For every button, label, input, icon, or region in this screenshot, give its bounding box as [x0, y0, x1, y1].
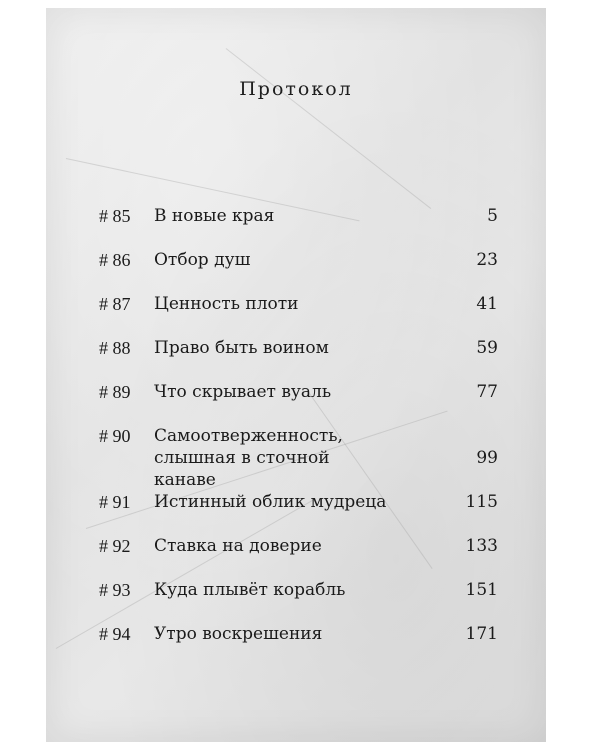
- chapter-title: Отбор душ: [154, 250, 251, 270]
- chapter-title: Право быть воином: [154, 338, 329, 358]
- chapter-number: # 93: [99, 580, 131, 600]
- page-number: 151: [465, 580, 498, 600]
- chapter-number: # 86: [99, 250, 131, 270]
- book-page: [46, 8, 546, 742]
- page-number: 99: [476, 448, 498, 468]
- chapter-title: Истинный облик мудреца: [154, 492, 387, 512]
- page-number: 115: [465, 492, 498, 512]
- chapter-number: # 87: [99, 294, 131, 314]
- page-number: 133: [465, 536, 498, 556]
- page-title: Протокол: [239, 78, 353, 100]
- chapter-title: Утро воскрешения: [154, 624, 323, 644]
- chapter-title: Ценность плоти: [154, 294, 299, 314]
- chapter-title: В новые края: [154, 206, 275, 226]
- chapter-title: Ставка на доверие: [154, 536, 322, 556]
- table-of-contents: [46, 8, 546, 742]
- chapter-title: Что скрывает вуаль: [154, 382, 332, 402]
- toc-entry: [46, 425, 546, 490]
- chapter-number: # 90: [99, 426, 131, 446]
- chapter-number: # 94: [99, 624, 131, 644]
- chapter-number: # 91: [99, 492, 131, 512]
- chapter-title: Куда плывёт корабль: [154, 580, 346, 600]
- page-number: 171: [465, 624, 498, 644]
- page-number: 77: [476, 382, 498, 402]
- chapter-number: # 85: [99, 206, 131, 226]
- page-number: 5: [487, 206, 498, 226]
- chapter-title: [154, 425, 394, 491]
- chapter-number: # 89: [99, 382, 131, 402]
- page-number: 41: [476, 294, 498, 314]
- page-number: 59: [476, 338, 498, 358]
- chapter-number: # 92: [99, 536, 131, 556]
- chapter-number: # 88: [99, 338, 131, 358]
- chapter-title-line: Самоотверженность,: [154, 426, 343, 446]
- chapter-title-line: слышная в сточной канаве: [154, 448, 330, 490]
- page-number: 23: [476, 250, 498, 270]
